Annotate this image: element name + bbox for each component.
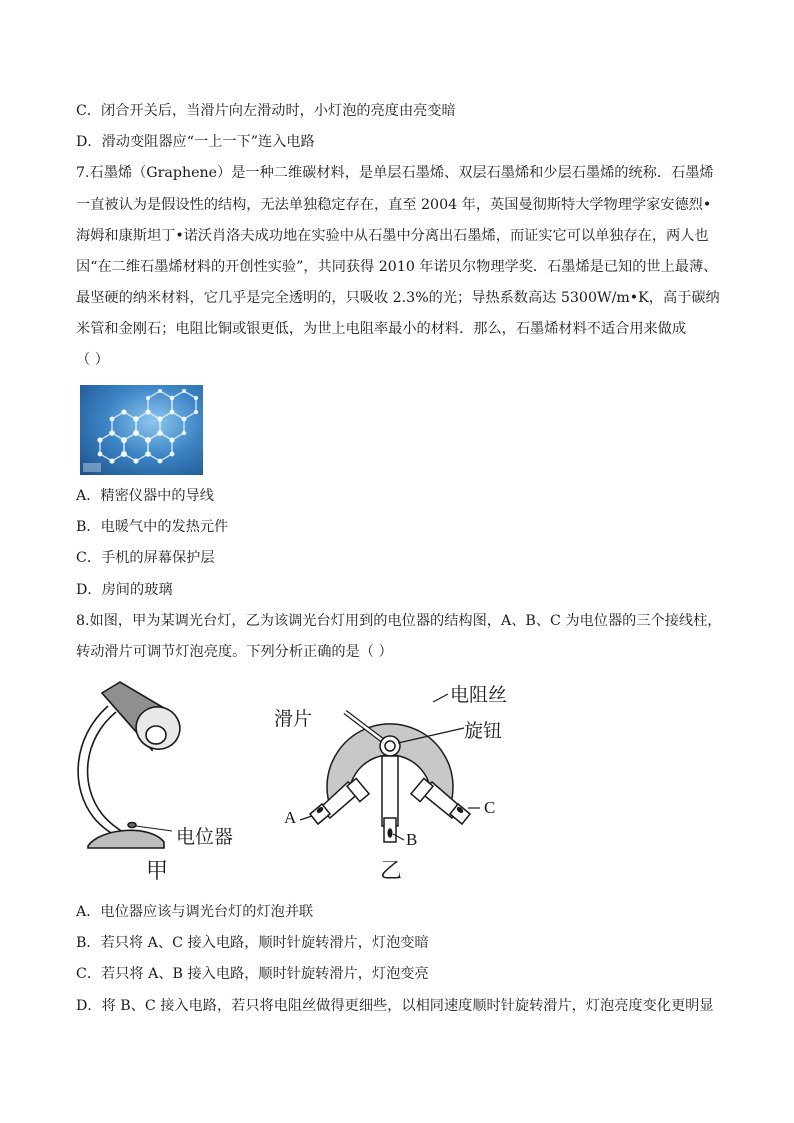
terminal-a-label: A <box>284 808 297 827</box>
q6-option-d: D．滑动变阻器应“一上一下”连入电路 <box>76 134 315 150</box>
q7-stem-line-1: 7.石墨烯（Graphene）是一种二维碳材料，是单层石墨烯、双层石墨烯和少层石墨烯的统称．石墨烯 <box>76 165 714 181</box>
caption-yi: 乙 <box>380 859 403 884</box>
watermark-logo <box>83 463 101 472</box>
q8-option-a: A．电位器应该与调光台灯的灯泡并联 <box>76 904 314 920</box>
label-potentiometer: 电位器 <box>176 826 234 848</box>
q8-stem-line-2: 转动滑片可调节灯泡亮度。下列分析正确的是（ ） <box>76 644 393 660</box>
potentiometer-figure <box>60 668 540 890</box>
q8-option-d: D．将 B、C 接入电路，若只将电阻丝做得更细些，以相同速度顺时针旋转滑片，灯泡亮度变化更明显 <box>76 998 714 1014</box>
potentiometer-drawing <box>300 694 480 842</box>
q8-option-b: B．若只将 A、C 接入电路，顺时针旋转滑片，灯泡变暗 <box>76 935 429 951</box>
q8-stem-line-1: 8.如图，甲为某调光台灯，乙为该调光台灯用到的电位器的结构图，A、B、C 为电位器的三个接线柱， <box>76 613 722 629</box>
q7-option-d: D．房间的玻璃 <box>76 582 173 598</box>
q6-option-c: C．闭合开关后，当滑片向左滑动时，小灯泡的亮度由亮变暗 <box>76 103 456 119</box>
label-resistance-wire: 电阻丝 <box>450 684 508 706</box>
q7-stem-line-3: 海姆和康斯坦丁•诺沃肖洛夫成功地在实验中从石墨中分离出石墨烯，而证实它可以单独存在，两人也 <box>76 228 709 244</box>
caption-jia: 甲 <box>146 859 169 884</box>
terminal-c-label: C <box>484 798 496 817</box>
q7-stem-line-2: 一直被认为是假设性的结构，无法单独稳定存在，直至 2004 年，英国曼彻斯特大学物理学家安德烈• <box>76 197 712 213</box>
q7-stem-line-5: 最坚硬的纳米材料，它几乎是完全透明的，只吸收 2.3%的光；导热系数高达 5300W/m•K，高于碳纳 <box>76 290 720 306</box>
q7-option-b: B．电暖气中的发热元件 <box>76 519 229 535</box>
q8-option-c: C．若只将 A、B 接入电路，顺时针旋转滑片，灯泡变亮 <box>76 966 429 982</box>
q7-option-a: A．精密仪器中的导线 <box>76 488 214 504</box>
desk-lamp-drawing <box>78 682 185 848</box>
label-slider: 滑片 <box>274 708 313 730</box>
q7-option-c: C．手机的屏幕保护层 <box>76 550 215 566</box>
terminal-b-label: B <box>406 830 418 849</box>
q7-stem-line-6: 米管和金刚石；电阻比铜或银更低，为世上电阻率最小的材料．那么，石墨烯材料不适合用来做成 <box>76 321 687 337</box>
q7-answer-blank: （ ） <box>76 352 109 368</box>
label-knob: 旋钮 <box>464 720 503 742</box>
graphene-photo <box>80 385 203 475</box>
q7-stem-line-4: 因“在二维石墨烯材料的开创性实验”，共同获得 2010 年诺贝尔物理学奖．石墨烯是已知的世上最薄、 <box>76 259 718 275</box>
